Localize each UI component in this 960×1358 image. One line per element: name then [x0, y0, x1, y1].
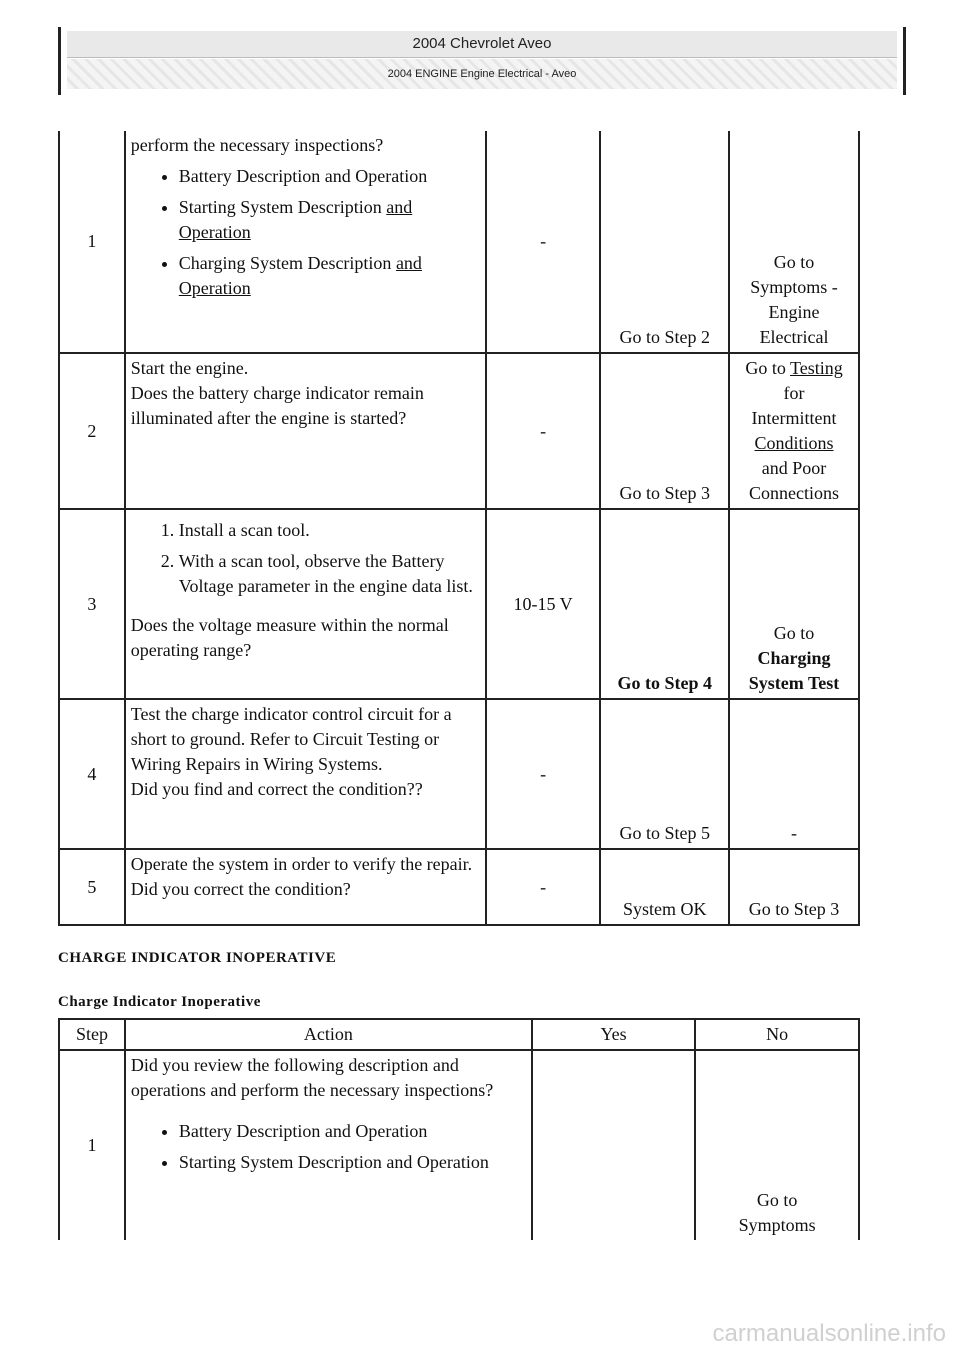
table-row: [59, 131, 859, 353]
no-text: Go to: [756, 1190, 798, 1210]
value-cell: -: [486, 699, 601, 849]
yes-cell: Go to Step 2: [600, 131, 729, 353]
step-number: 3: [59, 509, 125, 699]
list-item-text: Battery Description and Operation: [178, 166, 428, 186]
list-item: 1. Install a scan tool.: [179, 518, 480, 543]
no-text: Symptoms: [738, 1215, 816, 1235]
list-item: 2. With a scan tool, observe the Battery Voltage parameter in the engine data list.: [179, 549, 480, 599]
document-title: 2004 Chevrolet Aveo: [67, 31, 897, 58]
doc-link[interactable]: and Operation: [178, 197, 413, 242]
document-subtitle: 2004 ENGINE Engine Electrical - Aveo: [67, 59, 897, 89]
action-text: Did you correct the condition?: [130, 879, 351, 899]
list-item: • Starting System Description and Operation: [179, 1150, 526, 1175]
no-text: and Poor: [761, 458, 827, 478]
table-row: [59, 849, 859, 925]
list-item: [179, 251, 480, 301]
action-text: Start the engine.: [130, 358, 249, 378]
value-cell: -: [486, 849, 601, 925]
action-text: Test the charge indicator control circuit for a short to ground. Refer to Circuit Testing or Wiring Repairs in Wiring Systems.: [130, 704, 452, 774]
page-header: [58, 27, 906, 95]
table-row: [59, 509, 859, 699]
no-text: Go to Testing: [745, 358, 843, 378]
step-number: 4: [59, 699, 125, 849]
no-cell: [729, 131, 859, 353]
yes-cell: Go to Step 3: [600, 353, 729, 509]
diagnostic-table-continued: [58, 131, 860, 926]
table-row: [59, 353, 859, 509]
column-header: Step: [59, 1019, 125, 1050]
diagnostic-table: [58, 1018, 860, 1240]
value-cell: -: [486, 131, 601, 353]
action-cell: [125, 1050, 532, 1240]
action-cell: [125, 353, 486, 509]
reference-list: [131, 164, 480, 301]
list-item-text: Charging System Description: [178, 253, 396, 273]
reference-list: [131, 1119, 526, 1175]
action-text: Does the battery charge indicator remain illuminated after the engine is started?: [130, 383, 424, 428]
yes-text: Go to Step 4: [617, 673, 712, 693]
step-number: 1: [59, 131, 125, 353]
section-title: CHARGE INDICATOR INOPERATIVE: [58, 950, 337, 966]
no-cell: Go to Step 3: [729, 849, 859, 925]
value-cell: 10-15 V: [486, 509, 601, 699]
yes-cell: [532, 1050, 695, 1240]
no-text: Go to: [773, 623, 815, 643]
no-text: Go to: [773, 252, 815, 272]
table-header-row: [59, 1019, 859, 1050]
value-cell: -: [486, 353, 601, 509]
action-text: Did you find and correct the condition??: [130, 779, 423, 799]
doc-link[interactable]: Testing: [790, 358, 843, 378]
action-cell: [125, 131, 486, 353]
procedure-steps: [131, 518, 480, 599]
step-number: 1: [59, 1050, 125, 1240]
watermark: carmanualsonline.info: [712, 1320, 946, 1347]
list-item: • Battery Description and Operation: [179, 1119, 526, 1144]
table-caption: Charge Indicator Inoperative: [58, 994, 261, 1010]
no-text: Symptoms -: [750, 277, 838, 297]
yes-cell: Go to Step 5: [600, 699, 729, 849]
column-header: Yes: [532, 1019, 695, 1050]
no-cell: [729, 353, 859, 509]
action-cell: [125, 849, 486, 925]
no-text: Engine: [768, 302, 820, 322]
action-text: perform the necessary inspections?: [130, 135, 384, 155]
action-text: Does the voltage measure within the normal operating range?: [130, 615, 449, 660]
column-header: No: [695, 1019, 859, 1050]
no-cell: -: [729, 699, 859, 849]
list-item: [179, 164, 480, 189]
step-number: 5: [59, 849, 125, 925]
table-row: [59, 1050, 859, 1240]
step-number: 2: [59, 353, 125, 509]
list-item-text: Starting System Description: [178, 197, 387, 217]
doc-link[interactable]: System Test: [748, 673, 840, 693]
action-cell: [125, 699, 486, 849]
no-text: Electrical: [759, 327, 829, 347]
no-text: Connections: [749, 483, 840, 503]
action-text: Operate the system in order to verify the repair.: [130, 854, 473, 874]
list-item: [179, 195, 480, 245]
no-cell: [695, 1050, 859, 1240]
yes-cell: [600, 509, 729, 699]
doc-link[interactable]: Charging: [757, 648, 831, 668]
yes-cell: System OK: [600, 849, 729, 925]
table-row: [59, 699, 859, 849]
doc-link[interactable]: Conditions: [754, 433, 834, 453]
column-header: Action: [125, 1019, 532, 1050]
action-text: Did you review the following description and operations and perform the necessary inspections?: [130, 1055, 494, 1100]
no-cell: [729, 509, 859, 699]
action-cell: [125, 509, 486, 699]
no-text: Intermittent: [751, 408, 837, 428]
doc-link[interactable]: and Operation: [178, 253, 422, 298]
no-text: for: [783, 383, 805, 403]
